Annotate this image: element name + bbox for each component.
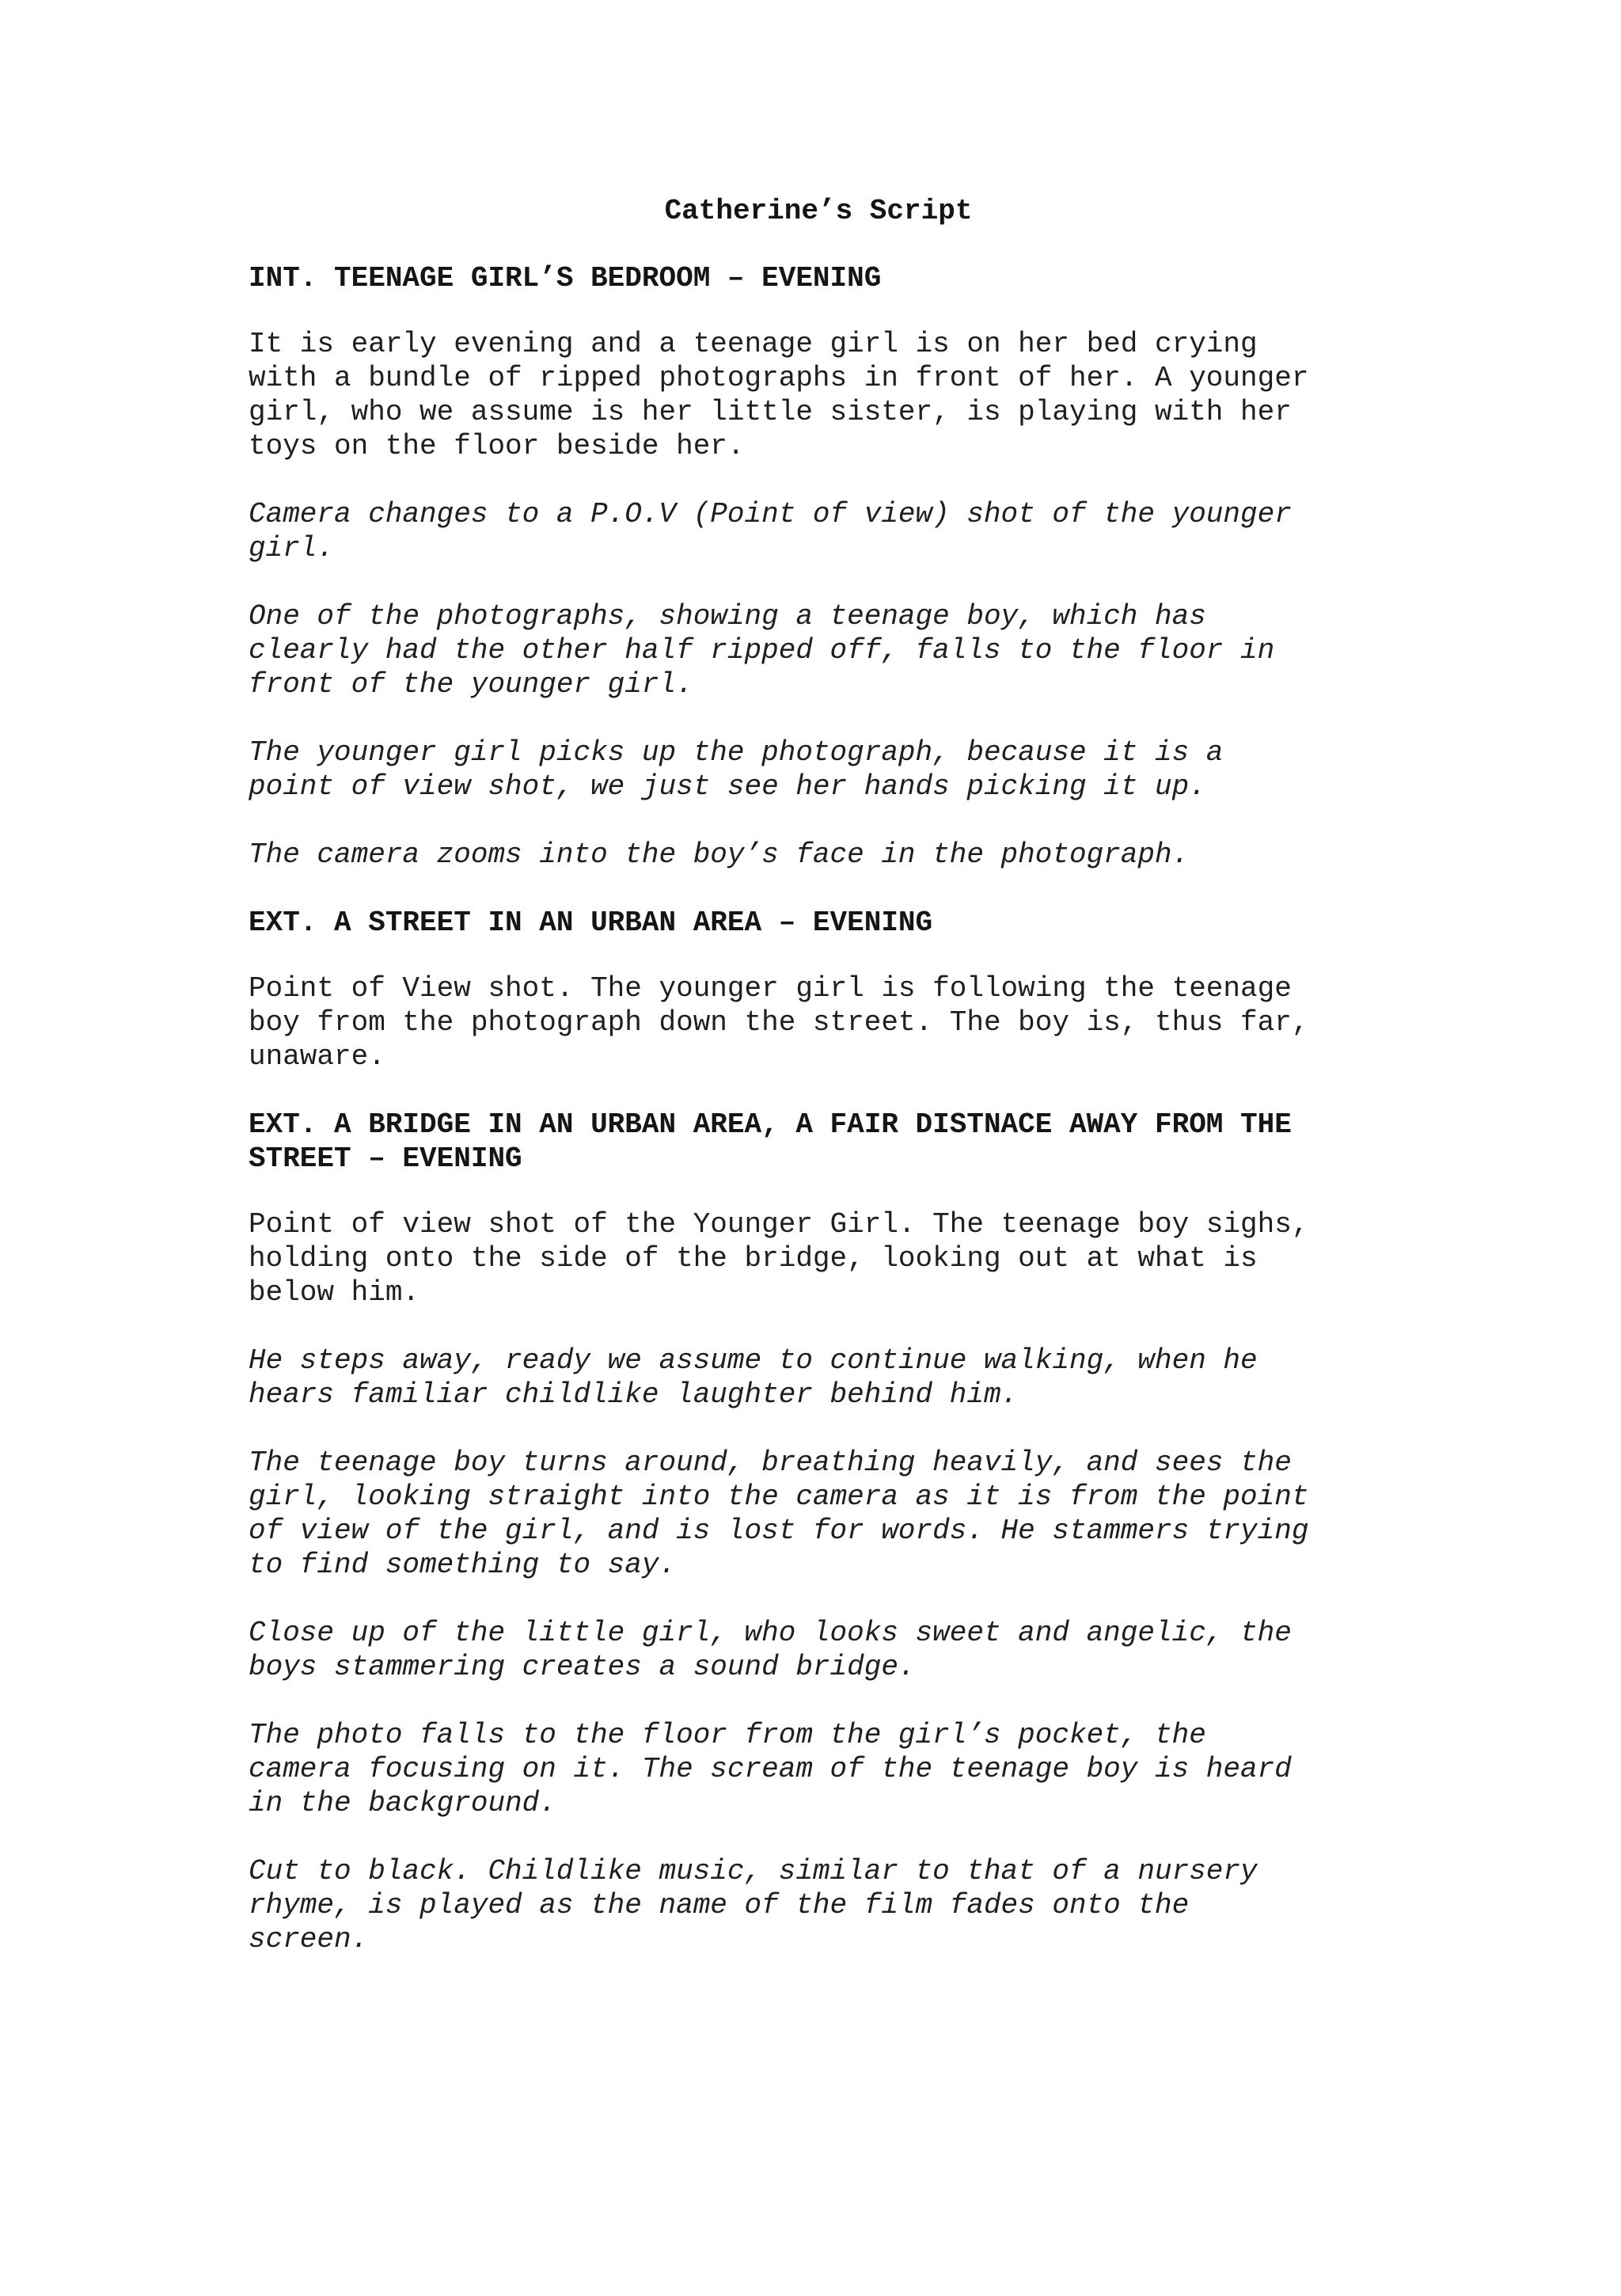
text-line: INT. TEENAGE GIRL’S BEDROOM – EVENING bbox=[249, 262, 882, 295]
text-line: It is early evening and a teenage girl is on her bed crying bbox=[249, 328, 1258, 360]
text-line: to find something to say. bbox=[249, 1549, 677, 1581]
text-line: EXT. A BRIDGE IN AN URBAN AREA, A FAIR DISTNACE AWAY FROM THE bbox=[249, 1108, 1292, 1141]
text-line: clearly had the other half ripped off, falls to the floor in bbox=[249, 634, 1275, 667]
text-line: in the background. bbox=[249, 1787, 556, 1819]
camera-direction-paragraph bbox=[249, 497, 1388, 565]
text-line: The younger girl picks up the photograph, because it is a bbox=[249, 736, 1224, 769]
action-paragraph bbox=[249, 971, 1388, 1074]
text-line: girl, who we assume is her little sister, is playing with her bbox=[249, 396, 1292, 428]
camera-direction-paragraph bbox=[249, 1446, 1388, 1582]
text-line: holding onto the side of the bridge, looking out at what is bbox=[249, 1242, 1258, 1275]
action-paragraph bbox=[249, 327, 1388, 463]
camera-direction-paragraph bbox=[249, 1344, 1388, 1412]
action-paragraph bbox=[249, 1207, 1388, 1310]
text-line: point of view shot, we just see her hands picking it up. bbox=[249, 770, 1206, 803]
text-line: camera focusing on it. The scream of the teenage boy is heard bbox=[249, 1753, 1292, 1785]
text-line: The photo falls to the floor from the girl’s pocket, the bbox=[249, 1719, 1206, 1751]
text-line: One of the photographs, showing a teenage boy, which has bbox=[249, 600, 1206, 633]
camera-direction-paragraph bbox=[249, 838, 1388, 872]
camera-direction-paragraph bbox=[249, 1616, 1388, 1684]
text-line: Cut to black. Childlike music, similar to that of a nursery bbox=[249, 1855, 1258, 1887]
scene-heading bbox=[249, 1108, 1388, 1176]
text-line: boy from the photograph down the street. The boy is, thus far, bbox=[249, 1006, 1309, 1039]
text-line: The camera zooms into the boy’s face in the photograph. bbox=[249, 838, 1190, 871]
text-line: toys on the floor beside her. bbox=[249, 430, 745, 462]
text-line: He steps away, ready we assume to continue walking, when he bbox=[249, 1344, 1258, 1377]
text-line: boys stammering creates a sound bridge. bbox=[249, 1651, 916, 1683]
camera-direction-paragraph bbox=[249, 1854, 1388, 1956]
script-content bbox=[249, 193, 1388, 1990]
text-line: below him. bbox=[249, 1276, 420, 1309]
script-title: Catherine’s Script bbox=[664, 195, 973, 227]
text-line: girl. bbox=[249, 532, 335, 564]
text-line: EXT. A STREET IN AN URBAN AREA – EVENING bbox=[249, 907, 933, 939]
scene-heading bbox=[249, 261, 1388, 295]
text-line: rhyme, is played as the name of the film fades onto the bbox=[249, 1889, 1190, 1922]
text-line: screen. bbox=[249, 1923, 369, 1956]
text-line: front of the younger girl. bbox=[249, 668, 693, 701]
text-line: Camera changes to a P.O.V (Point of view) shot of the younger bbox=[249, 498, 1292, 530]
text-line: STREET – EVENING bbox=[249, 1142, 522, 1175]
script-body bbox=[249, 261, 1388, 1956]
text-line: The teenage boy turns around, breathing heavily, and sees the bbox=[249, 1446, 1292, 1479]
text-line: Point of view shot of the Younger Girl. The teenage boy sighs, bbox=[249, 1208, 1309, 1241]
text-line: hears familiar childlike laughter behind him. bbox=[249, 1378, 1019, 1411]
camera-direction-paragraph bbox=[249, 599, 1388, 701]
camera-direction-paragraph bbox=[249, 736, 1388, 804]
text-line: Point of View shot. The younger girl is following the teenage bbox=[249, 972, 1292, 1005]
camera-direction-paragraph bbox=[249, 1718, 1388, 1820]
text-line: unaware. bbox=[249, 1040, 385, 1073]
text-line: with a bundle of ripped photographs in front of her. A younger bbox=[249, 362, 1309, 394]
scene-heading bbox=[249, 906, 1388, 940]
text-line: Close up of the little girl, who looks sweet and angelic, the bbox=[249, 1617, 1292, 1649]
text-line: of view of the girl, and is lost for words. He stammers trying bbox=[249, 1515, 1309, 1547]
text-line: girl, looking straight into the camera as it is from the point bbox=[249, 1481, 1309, 1513]
